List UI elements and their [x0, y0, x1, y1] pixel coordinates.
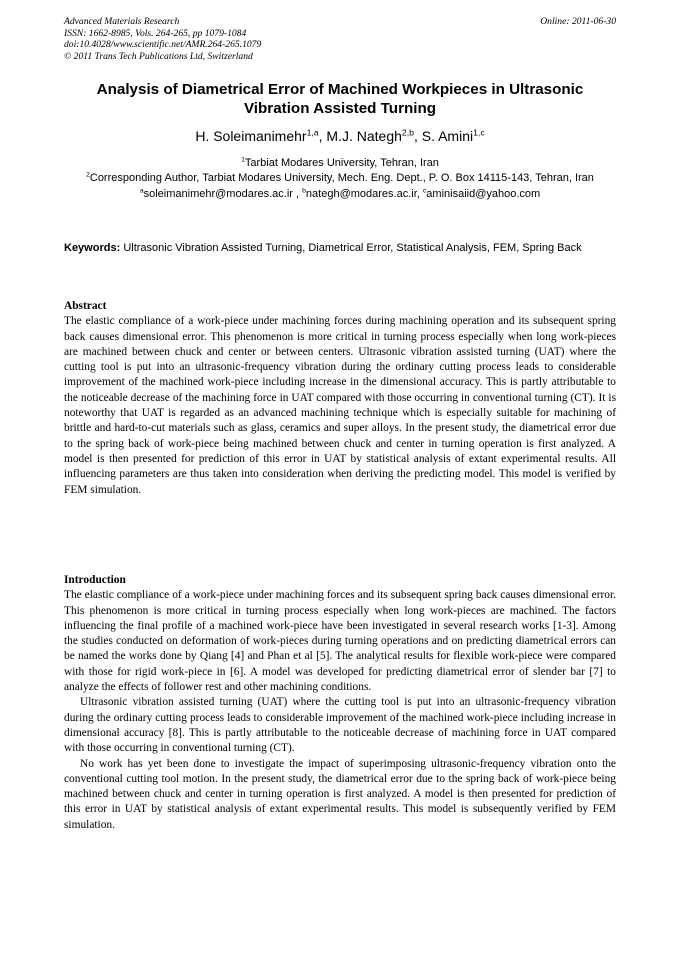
journal-issn: ISSN: 1662-8985, Vols. 264-265, pp 1079-1084	[64, 27, 247, 39]
affiliations	[64, 156, 616, 202]
abstract-text: The elastic compliance of a work-piece under machining forces during machining operation and its subsequent spring back causes dimensional error. This phenomenon is more critical in turning process especially when long work-pieces are machined between chuck and center or between centers. Ultrasonic vibration assisted turning (UAT) where the cutting tool is put into an ultrasonic-frequency vibration during the ordinary cutting process leads to considerable improvement of the machined work-piece including increase in the dimensional accuracy. This is partly attributable to the noticeable decrease of the machining force in UAT compared with those occurring in conventional turning (CT). It is noteworthy that UAT is regarded as an advanced machining technique which is especially suitable for machining of brittle and hard-to-cut materials such as glass, ceramics and super alloys. In the present study, the diametrical error due to the spring back of work-piece being machined between chuck and center in turning operation is first analyzed. A model is then presented for prediction of this error in UAT by statistical analysis of extant experimental results. All influencing parameters are thus taken into consideration when deriving the predicting model. This model is verified by FEM simulation.	[64, 315, 616, 496]
introduction-section	[64, 573, 616, 833]
author-sup: 1,c	[473, 127, 485, 138]
email-sup: c	[422, 187, 427, 195]
introduction-paragraph: The elastic compliance of a work-piece under machining forces and its subsequent spring back causes dimensional error. This phenomenon is more critical in turning process especially when long work-pieces are machined. The factors influencing the final profile of a machined work-piece have been investigated in several research works [1-3]. Among the studies conducted on deformation of work-pieces during turning operations and on predicting diametrical errors can be named the works done by Qiang [4] and Phan et al [5]. The analytical results for flexible work-piece were compared with those for rigid work-piece in [6]. A model was developed for predicting diametrical error of slender bar [7] to analyze the effects of follower rest and other machining conditions.	[64, 589, 616, 694]
journal-copyright: © 2011 Trans Tech Publications Ltd, Switzerland	[64, 50, 253, 62]
author-name: H. Soleimanimehr	[195, 128, 307, 144]
author-name: S. Amini	[421, 128, 474, 144]
email-sup: b	[302, 187, 306, 195]
author-list	[64, 127, 616, 145]
author-separator: ,	[318, 128, 327, 144]
journal-doi: doi:10.4028/www.scientific.net/AMR.264-265.1079	[64, 39, 262, 50]
affiliation-sup: 2	[86, 171, 90, 179]
email-line	[64, 187, 616, 202]
affiliation-1	[64, 156, 616, 171]
author-name: M.J. Nategh	[326, 128, 402, 144]
abstract-heading: Abstract	[64, 300, 107, 312]
affiliation-2	[64, 171, 616, 186]
email-sup: a	[139, 187, 144, 195]
introduction-heading: Introduction	[64, 574, 126, 586]
online-date: Online: 2011-06-30	[540, 16, 616, 27]
email-link[interactable]: nategh@modares.ac.ir,	[305, 187, 420, 200]
author-sup: 2,b	[401, 127, 414, 138]
introduction-paragraph: Ultrasonic vibration assisted turning (UAT) where the cutting tool is put into an ultrasonic-frequency vibration during the ordinary cutting process leads to considerable improvement of the machined work-piece including increase in dimensional accuracy [8]. This is partly attributable to the noticeable decrease of machining force in UAT compared with those occurring in conventional turning (CT).	[64, 696, 616, 755]
author-sup: 1,a	[306, 127, 319, 138]
affiliation-text: Corresponding Author, Tarbiat Modares University, Mech. Eng. Dept., P. O. Box 14115-143, Tehran, Iran	[89, 172, 594, 185]
journal-header	[64, 16, 616, 62]
affiliation-sup: 1	[241, 156, 245, 164]
keywords-label: Keywords:	[64, 242, 121, 254]
author-separator: ,	[413, 128, 422, 144]
keywords-text: Ultrasonic Vibration Assisted Turning, Diametrical Error, Statistical Analysis, FEM, Spring Back	[123, 242, 582, 254]
keywords	[64, 241, 616, 256]
email-link[interactable]: aminisaiid@yahoo.com	[426, 187, 541, 200]
paper-title: Analysis of Diametrical Error of Machined Workpieces in Ultrasonic Vibration Assisted Turning	[96, 81, 584, 117]
introduction-paragraph: No work has yet been done to investigate the impact of superimposing ultrasonic-frequency vibration onto the conventional cutting tool motion. In the present study, the diametrical error due to the spring back of work-piece being machined between chuck and center in turning operation is first analyzed. A model is then presented for prediction of this error in UAT by statistical analysis of extant experimental results. This model is subsequently verified by FEM simulation.	[64, 757, 616, 831]
journal-name: Advanced Materials Research	[64, 16, 180, 27]
email-link[interactable]: soleimanimehr@modares.ac.ir ,	[143, 187, 300, 200]
affiliation-text: Tarbiat Modares University, Tehran, Iran	[244, 157, 439, 169]
abstract-section	[64, 299, 616, 498]
